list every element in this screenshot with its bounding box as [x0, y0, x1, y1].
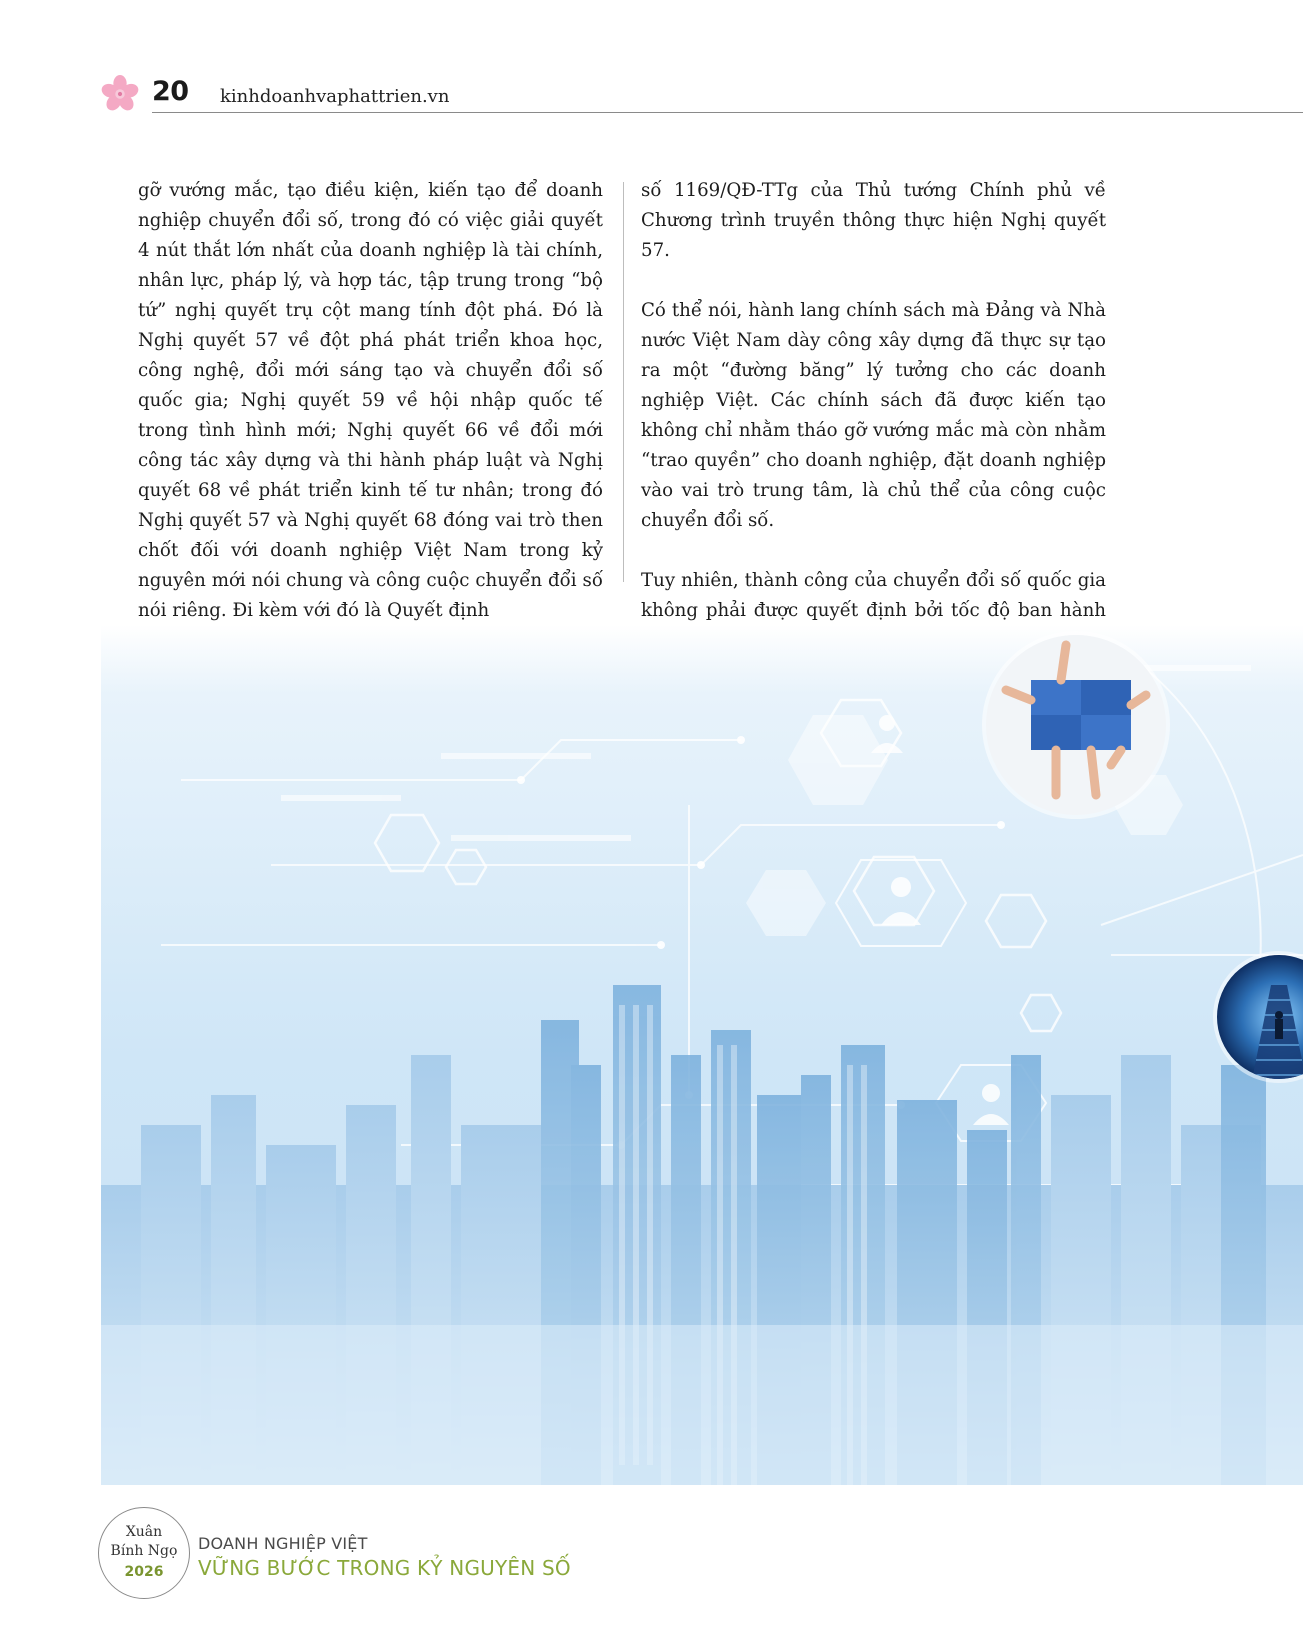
paragraph: Có thể nói, hành lang chính sách mà Đảng và Nhà nước Việt Nam dày công xây dựng đã thực sự tạo ra một “đường băng” lý tưởng cho các doanh nghiệp Việt. Các chính sách đã được kiến tạo không chỉ nhằm tháo gỡ vướng mắc mà còn nhằm “trao quyền” cho doanh nghiệp, đặt doanh nghiệp vào vai trò trung tâm, là chủ thể của công cuộc chuyển đổi số.	[641, 300, 1106, 531]
digital-city-illustration	[101, 625, 1303, 1485]
article-column-left	[138, 176, 603, 656]
column-divider	[623, 182, 624, 582]
badge-year: 2026	[124, 1564, 164, 1580]
issue-badge	[98, 1507, 190, 1599]
page-number: 20	[152, 76, 189, 107]
paragraph: số 1169/QĐ-TTg của Thủ tướng Chính phủ về Chương trình truyền thông thực hiện Nghị quyết 57.	[641, 180, 1106, 261]
paragraph: gỡ vướng mắc, tạo điều kiện, kiến tạo để doanh nghiệp chuyển đổi số, trong đó có việc giải quyết 4 nút thắt lớn nhất của doanh nghiệp là tài chính, nhân lực, pháp lý, và hợp tác, tập trung trong “bộ tứ” nghị quyết trụ cột mang tính đột phá. Đó là Nghị quyết 57 về đột phá phát triển khoa học, công nghệ, đổi mới sáng tạo và chuyển đổi số quốc gia; Nghị quyết 59 về hội nhập quốc tế trong tình hình mới; Nghị quyết 66 về đổi mới công tác xây dựng và thi hành pháp luật và Nghị quyết 68 về phát triển kinh tế tư nhân; trong đó Nghị quyết 57 và Nghị quyết 68 đóng vai trò then chốt đối với doanh nghiệp Việt Nam trong kỷ nguyên mới nói chung và công cuộc chuyển đổi số nói riêng. Đi kèm với đó là Quyết định	[138, 180, 603, 621]
badge-line1: Xuân	[125, 1524, 163, 1540]
paragraph: Tuy nhiên, thành công của chuyển đổi số quốc gia không phải được quyết định bởi tốc độ ban hành	[641, 570, 1106, 621]
footer-title: VỮNG BƯỚC TRONG KỶ NGUYÊN SỐ	[198, 1556, 571, 1580]
page-footer	[0, 1490, 1303, 1644]
footer-kicker: DOANH NGHIỆP VIỆT	[198, 1534, 368, 1553]
site-url: kinhdoanhvaphattrien.vn	[220, 86, 450, 107]
cherry-blossom-icon	[101, 75, 139, 113]
page-header	[0, 0, 1303, 120]
header-divider	[152, 112, 1303, 113]
badge-line2: Bính Ngọ	[110, 1543, 178, 1559]
